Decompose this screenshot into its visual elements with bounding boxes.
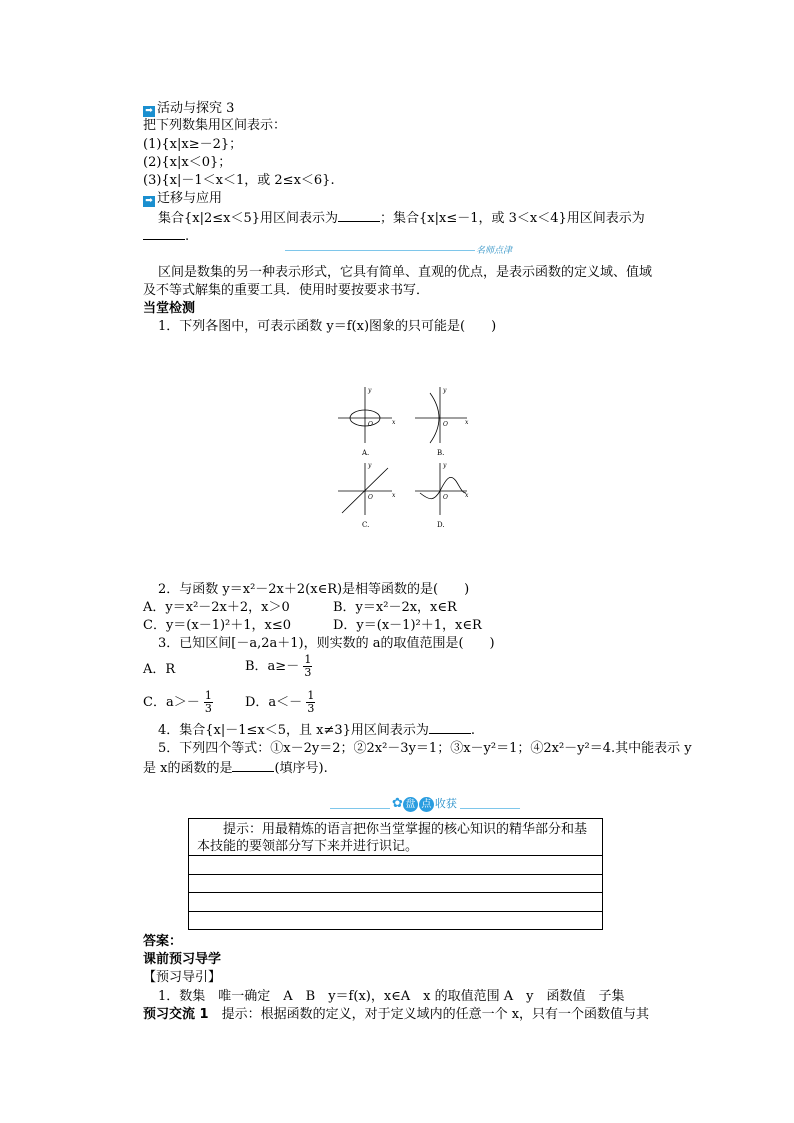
question-3-option-a: A．R	[143, 662, 176, 677]
fraction-den: 3	[204, 702, 212, 715]
axis-x-label: x	[392, 419, 396, 426]
question-2-option-b: B．y＝x²－2x，x∈R	[333, 600, 457, 615]
question-2-option-d: D．y＝(x－1)²＋1，x∈R	[333, 618, 482, 633]
question-4	[158, 722, 475, 739]
answer-blank[interactable]	[232, 760, 274, 772]
axis-y-label: y	[443, 387, 447, 394]
question-1: 1．下列各图中，可表示函数 y＝f(x)图象的只可能是( )	[158, 319, 497, 334]
question-3: 3．已知区间[－a,2a＋1)，则实数的 a的取值范围是( )	[158, 636, 495, 651]
exchange-label: 预习交流 1	[143, 1007, 209, 1022]
graph-A	[338, 387, 392, 443]
option-d-text: D．a＜－	[245, 695, 303, 710]
question-3-option-d	[245, 690, 315, 715]
transfer-heading	[143, 191, 222, 207]
harvest-text: 收获	[434, 797, 457, 810]
harvest-badge	[392, 795, 457, 812]
answers-title: 答案：	[143, 934, 183, 949]
activity-intro: 把下列数集用区间表示：	[143, 118, 287, 133]
notes-hint: 提示：用最精炼的语言把你当堂掌握的核心知识的精华部分和基本技能的要领部分写下来并进行识记。	[197, 822, 588, 854]
origin-label: O	[368, 494, 373, 501]
separator-line	[330, 808, 390, 809]
fraction	[303, 654, 312, 679]
tip-line-1: 区间是数集的另一种表示形式，它具有简单、直观的优点，是表示函数的定义域、值域	[158, 265, 653, 280]
arrow-icon: ➡	[143, 106, 155, 117]
activity-heading	[143, 101, 234, 117]
activity-title: 活动与探究 3	[157, 101, 235, 116]
exchange-text: 提示：根据函数的定义，对于定义域内的任意一个 x，只有一个函数值与其	[221, 1007, 650, 1022]
activity-item-1: (1){x|x≥－2}；	[143, 137, 243, 152]
separator-badge: 名师点津	[476, 246, 513, 256]
answers-line-1: 1．数集 唯一确定 A B y＝f(x)，x∈A x 的取值范围 A y 函数值 子集	[158, 989, 625, 1004]
graph-B	[415, 387, 467, 443]
palm-icon: ✿	[392, 796, 403, 811]
fraction	[204, 690, 213, 715]
option-c-text: C．a＞－	[143, 695, 200, 710]
answers-bracket: 【预习导引】	[143, 970, 222, 985]
graph-D-label: D.	[437, 521, 445, 529]
transfer-text-a: 集合{x|2≤x＜5}用区间表示为	[158, 211, 339, 226]
answer-blank[interactable]	[143, 228, 185, 240]
fraction-num: 1	[204, 689, 212, 702]
exchange-line	[143, 1007, 649, 1023]
axis-x-label: x	[465, 419, 469, 426]
axis-y-label: y	[368, 462, 372, 469]
harvest-char-1: 盘	[403, 797, 418, 812]
transfer-period: .	[185, 229, 190, 244]
activity-item-3: (3){x|－1＜x＜1，或 2≤x＜6}.	[143, 173, 335, 188]
graph-B-label: B.	[437, 449, 445, 457]
question-4-text: 4．集合{x|－1≤x＜5，且 x≠3}用区间表示为	[158, 723, 429, 738]
transfer-line-2	[143, 228, 189, 245]
axis-y-label: y	[368, 387, 372, 394]
graph-C-label: C.	[362, 521, 370, 529]
question-5-suffix: (填序号).	[274, 761, 328, 776]
notes-rule	[189, 855, 602, 856]
axis-x-label: x	[392, 492, 396, 499]
question-4-period: .	[470, 723, 476, 738]
separator-line	[460, 808, 520, 809]
graph-figure	[330, 383, 470, 533]
question-2-option-a: A．y＝x²－2x＋2，x＞0	[143, 600, 290, 615]
transfer-line-1	[158, 210, 645, 227]
axis-y-label: y	[443, 462, 447, 469]
question-2-option-c: C．y＝(x－1)²＋1，x≤0	[143, 618, 292, 633]
question-5: 5．下列四个等式：①x－2y＝2；②2x²－3y＝1；③x－y²＝1；④2x²－y²＝4.其中能表示 y	[158, 741, 692, 756]
origin-label: O	[443, 494, 448, 501]
fraction-den: 3	[304, 666, 312, 679]
graph-C	[338, 463, 392, 515]
question-3-option-b	[245, 654, 312, 679]
fraction	[306, 690, 315, 715]
graph-D	[415, 463, 467, 515]
question-5-line-2	[143, 760, 328, 777]
option-b-text: B．a≥－	[245, 659, 300, 674]
activity-item-2: (2){x|x＜0}；	[143, 155, 232, 170]
question-3-option-c	[143, 690, 213, 715]
notes-rule	[189, 911, 602, 912]
transfer-title: 迁移与应用	[157, 191, 223, 206]
origin-label: O	[368, 421, 373, 428]
fraction-den: 3	[307, 702, 315, 715]
notes-box[interactable]	[188, 818, 603, 930]
separator-line	[285, 250, 475, 251]
origin-label: O	[443, 421, 448, 428]
axis-x-label: x	[465, 492, 469, 499]
notes-rule	[189, 892, 602, 893]
tip-line-2: 及不等式解集的重要工具．使用时要按要求书写．	[143, 283, 430, 298]
notes-rule	[189, 874, 602, 875]
arrow-icon: ➡	[143, 196, 155, 207]
harvest-char-2: 点	[419, 797, 434, 812]
answer-blank[interactable]	[338, 210, 380, 222]
test-title: 当堂检测	[143, 301, 196, 316]
question-5-text: 是 x的函数的是	[143, 761, 233, 776]
question-2: 2．与函数 y＝x²－2x＋2(x∈R)是相等函数的是( )	[158, 582, 470, 597]
fraction-num: 1	[307, 689, 315, 702]
answers-section: 课前预习导学	[143, 952, 222, 967]
transfer-text-b: ；集合{x|x≤－1，或 3＜x＜4}用区间表示为	[380, 211, 645, 226]
answer-blank[interactable]	[429, 722, 471, 734]
fraction-num: 1	[304, 653, 312, 666]
graph-A-label: A.	[362, 449, 370, 457]
